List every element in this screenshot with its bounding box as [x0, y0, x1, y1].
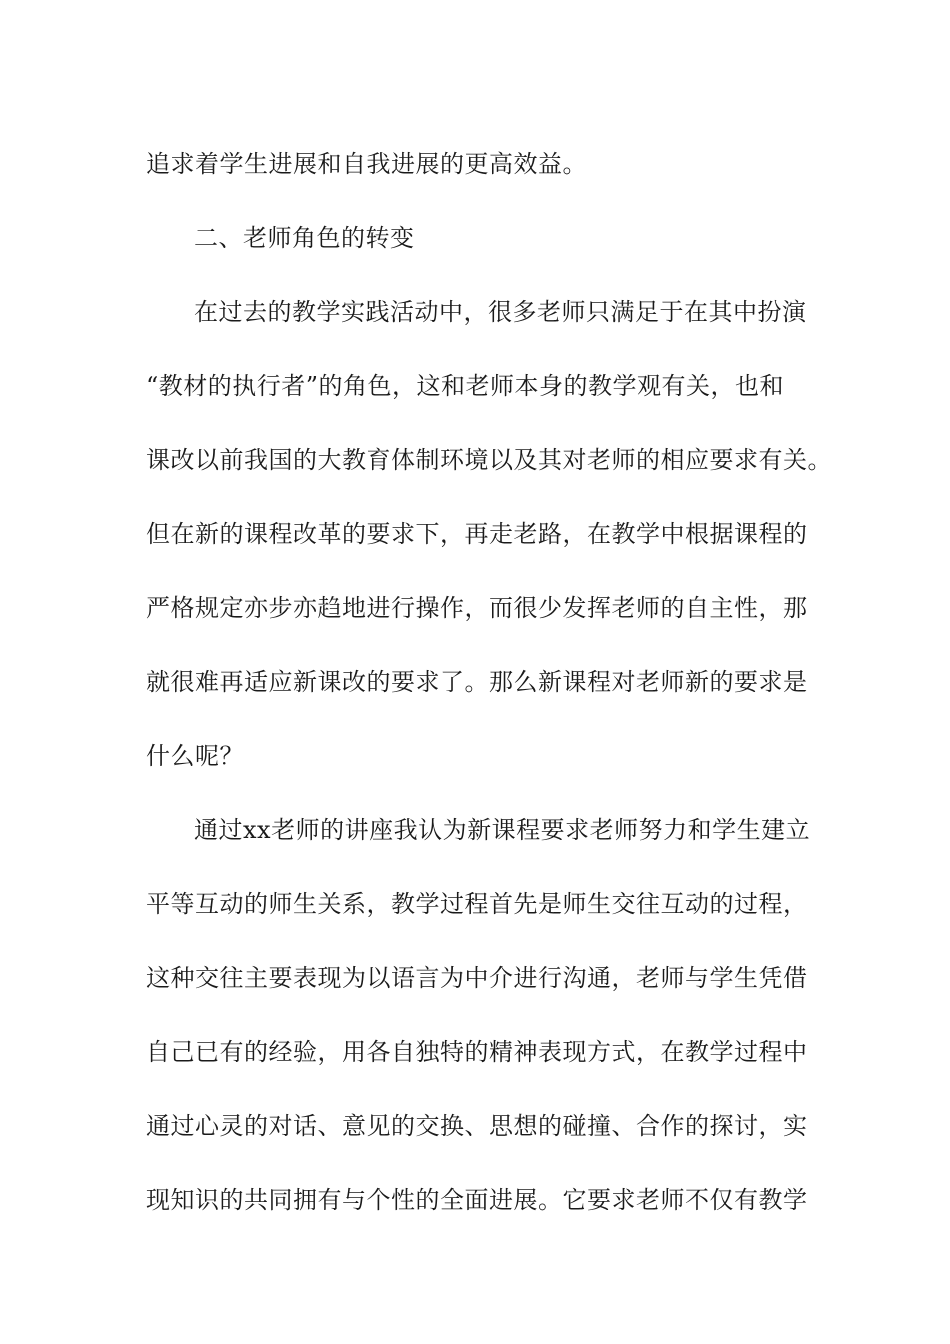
- text-line: “教材的执行者”的角色，这和老师本身的教学观有关，也和: [146, 372, 785, 400]
- text-line: 平等互动的师生关系，教学过程首先是师生交往互动的过程，: [146, 890, 808, 918]
- text-line: 现知识的共同拥有与个性的全面进展。它要求老师不仅有教学: [146, 1186, 808, 1214]
- text-line: 课改以前我国的大教育体制环境以及其对老师的相应要求有关。: [146, 446, 832, 474]
- text-line: 这种交往主要表现为以语言为中介进行沟通，老师与学生凭借: [146, 964, 808, 992]
- text-line: 通过心灵的对话、意见的交换、思想的碰撞、合作的探讨，实: [146, 1112, 808, 1140]
- text-line: 自己已有的经验，用各自独特的精神表现方式，在教学过程中: [146, 1038, 808, 1066]
- document-body: [146, 127, 832, 1237]
- text-line: 在过去的教学实践活动中，很多老师只满足于在其中扮演: [194, 298, 807, 326]
- text-line: 但在新的课程改革的要求下，再走老路，在教学中根据课程的: [146, 520, 808, 548]
- section-heading: 二、老师角色的转变: [194, 224, 415, 252]
- text-line: 追求着学生进展和自我进展的更高效益。: [146, 150, 587, 178]
- text-line: 什么呢？: [146, 742, 244, 770]
- text-line: 就很难再适应新课改的要求了。那么新课程对老师新的要求是: [146, 668, 808, 696]
- text-line: 严格规定亦步亦趋地进行操作，而很少发挥老师的自主性，那: [146, 594, 808, 622]
- text-line: 通过xx老师的讲座我认为新课程要求老师努力和学生建立: [194, 816, 811, 844]
